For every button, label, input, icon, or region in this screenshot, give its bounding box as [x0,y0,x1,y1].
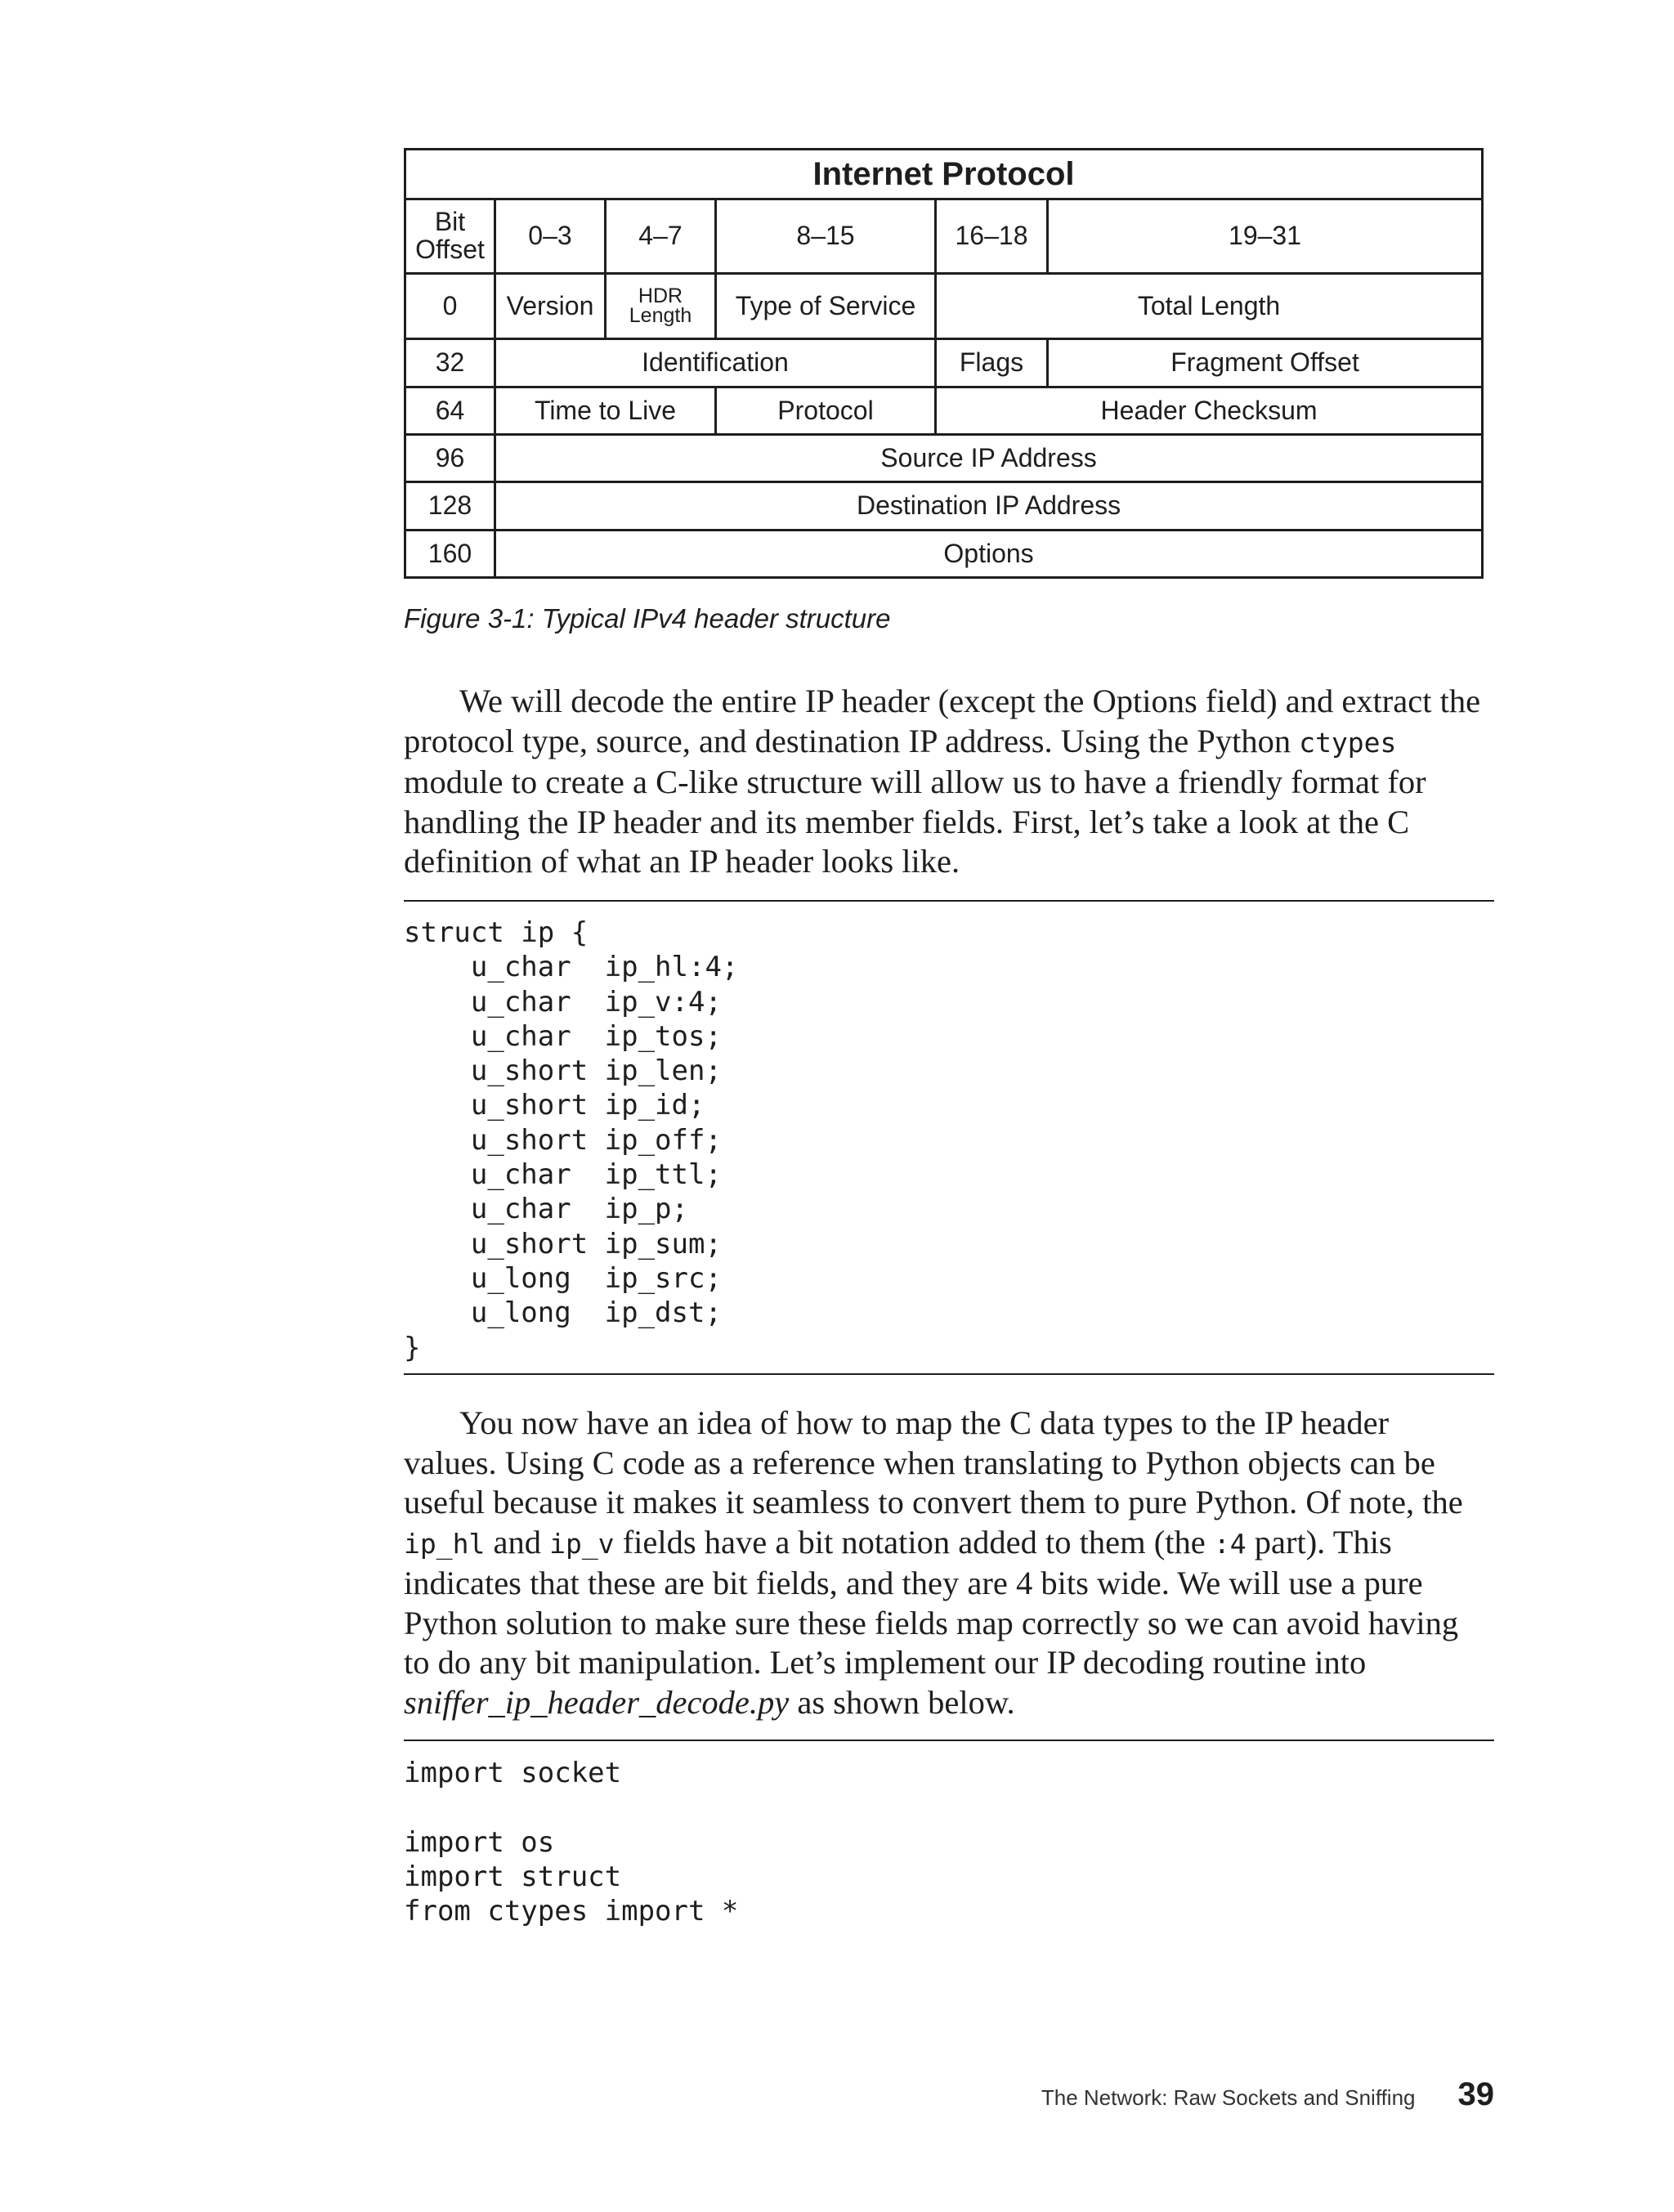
field-hdr-length: HDR Length [606,274,716,339]
field-type-of-service: Type of Service [716,274,936,339]
page-number: 39 [1457,2076,1494,2112]
field-header-checksum: Header Checksum [936,387,1483,434]
field-protocol: Protocol [716,387,936,434]
running-footer-title: The Network: Raw Sockets and Sniffing [1041,2085,1416,2110]
ip-header-diagram [404,148,1484,579]
page-footer [1041,2076,1494,2113]
field-version: Version [495,274,606,339]
field-time-to-live: Time to Live [495,387,716,434]
row-offset: 64 [405,387,495,434]
para-text: and [485,1523,550,1560]
figure-caption: Figure 3-1: Typical IPv4 header structure [404,603,891,634]
row-offset: 32 [405,339,495,387]
diagram-title: Internet Protocol [405,150,1483,199]
code-rule-bottom [404,1373,1494,1375]
col-header: 16–18 [936,199,1048,274]
field-fragment-offset: Fragment Offset [1048,339,1483,387]
inline-code: :4 [1213,1527,1247,1560]
code-rule-top [404,900,1494,902]
para-text: You now have an idea of how to map the C data types to the IP header values. Using C code as a reference when translating to Python objects can be useful because it makes it seamless to convert them to pure Python. Of note, the [404,1404,1463,1520]
col-header: 0–3 [495,199,606,274]
field-total-length: Total Length [936,274,1483,339]
col-header: 8–15 [716,199,936,274]
code-listing-c-struct: struct ip { u_char ip_hl:4; u_char ip_v:4; u_char ip_tos; u_short ip_len; u_short ip_id; u_short ip_off; u_char ip_ttl; u_char ip_p; u_short ip_sum; u_long ip_src; u_long ip_dst; } [404,916,739,1364]
para-text: part). This indicates that these are bit fields, and they are 4 bits wide. We will use a pure Python solution to make sure these fields map correctly so we can avoid having to do any bit manipulation. Let’s implement our IP decoding routine into [404,1523,1459,1681]
code-listing-python-imports: import socket import os import struct from ctypes import * [404,1757,739,1928]
row-offset: 96 [405,435,495,482]
inline-code: ctypes [1299,726,1397,759]
field-destination-ip: Destination IP Address [495,482,1483,530]
col-header: 4–7 [606,199,716,274]
field-flags: Flags [936,339,1048,387]
inline-code: ip_hl [404,1527,486,1560]
code-rule-top [404,1740,1494,1741]
field-identification: Identification [495,339,936,387]
para-text: module to create a C-like structure will allow us to have a friendly format for handling the IP header and its member fields. First, let’s take a look at the C definition of what an IP header looks like. [404,763,1426,880]
body-paragraph-2 [404,1404,1483,1722]
para-text: fields have a bit notation added to them (the [614,1523,1214,1560]
para-text: as shown below. [789,1683,1015,1721]
row-offset: 160 [405,530,495,577]
inline-code: ip_v [549,1527,615,1560]
file-name: sniffer_ip_header_decode.py [404,1683,790,1721]
field-options: Options [495,530,1483,577]
body-paragraph-1 [404,682,1483,882]
row-offset: 0 [405,274,495,339]
row-offset: 128 [405,482,495,530]
col-header: 19–31 [1048,199,1483,274]
field-source-ip: Source IP Address [495,435,1483,482]
para-text: We will decode the entire IP header (except the Options field) and extract the protocol type, source, and destination IP address. Using the Python [404,683,1481,759]
bit-offset-header: Bit Offset [405,199,495,274]
